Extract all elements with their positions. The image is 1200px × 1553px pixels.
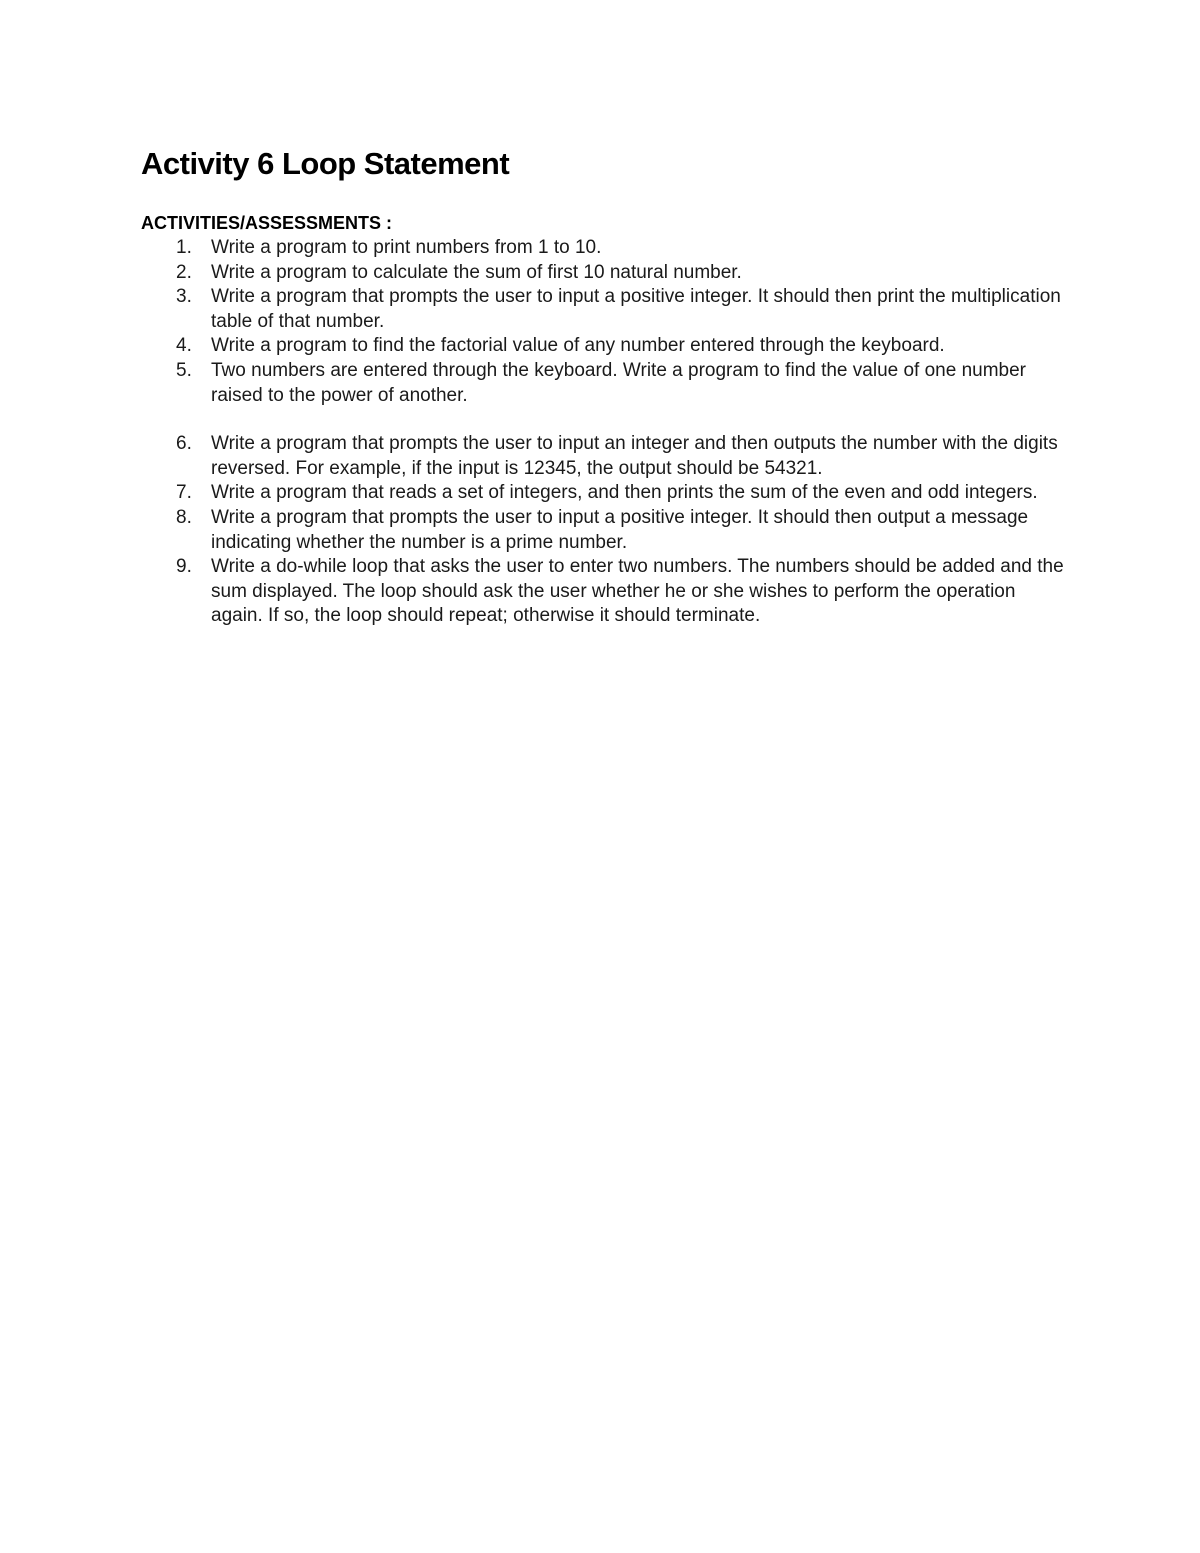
list-item-text: Write a program to print numbers from 1 to 10. [211, 237, 602, 258]
list-item-text: Write a program that reads a set of integers, and then prints the sum of the even and odd integers. [211, 482, 1038, 504]
list-item-text: Two numbers are entered through the keyboard. Write a program to find the value of one number raised to the power of another. [211, 359, 1027, 406]
list-item [141, 506, 1071, 555]
list-item [141, 261, 1071, 286]
document-title: Activity 6 Loop Statement [141, 146, 510, 181]
list-item-number: 8. [176, 506, 192, 528]
task-list [141, 236, 1071, 629]
list-item-text: Write a do-while loop that asks the user to enter two numbers. The numbers should be added and the sum displayed. The loop should ask the user whether he or she wishes to perform the operation again. If so, the loop should repeat; otherwise it should terminate. [211, 556, 1064, 627]
list-item [141, 555, 1071, 629]
list-item [141, 359, 1071, 408]
list-item-number: 1. [176, 237, 192, 258]
list-item-number: 7. [176, 482, 192, 504]
section-heading: ACTIVITIES/ASSESSMENTS : [141, 213, 393, 233]
list-item [141, 334, 1071, 359]
list-item-text: Write a program that prompts the user to input an integer and then outputs the number with the digits reversed. For example, if the input is 12345, the output should be 54321. [211, 433, 1058, 479]
list-item [141, 236, 1071, 261]
list-item-text: Write a program to find the factorial value of any number entered through the keyboard. [211, 335, 945, 357]
list-item-number: 6. [176, 433, 192, 455]
list-item-text: Write a program that prompts the user to input a positive integer. It should then print the multiplication table of that number. [211, 286, 1061, 332]
list-item [141, 481, 1071, 506]
list-item-number: 5. [176, 359, 192, 381]
list-item-number: 2. [176, 261, 192, 283]
list-item-number: 4. [176, 335, 192, 357]
list-item-text: Write a program that prompts the user to input a positive integer. It should then output a message indicating whether the number is a prime number. [211, 506, 1029, 553]
list-item [141, 285, 1071, 334]
list-item-number: 9. [176, 556, 192, 578]
list-item [141, 432, 1071, 481]
list-item-text: Write a program to calculate the sum of first 10 natural number. [211, 261, 742, 283]
list-item-number: 3. [176, 286, 192, 308]
